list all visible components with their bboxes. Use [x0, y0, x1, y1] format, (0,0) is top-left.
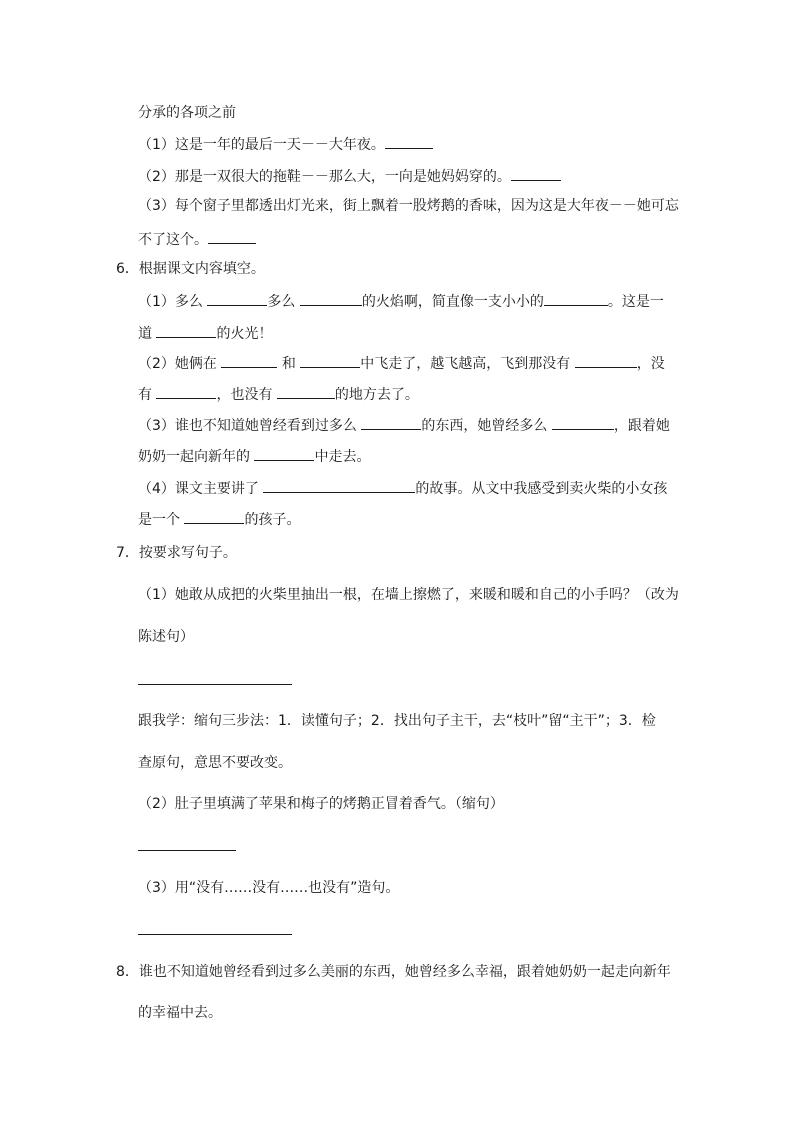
answer-blank[interactable]: [207, 290, 267, 306]
q5-item-3-cont: 不了这个。: [138, 228, 256, 250]
answer-blank[interactable]: [300, 290, 362, 306]
answer-blank[interactable]: [184, 508, 244, 524]
answer-blank[interactable]: [300, 352, 360, 368]
answer-blank[interactable]: [544, 290, 608, 306]
q5-item-2: （2）那是一双很大的拖鞋－－那么大，一向是她妈妈穿的。: [138, 165, 561, 187]
q7-s1-line2: 陈述句）: [138, 629, 194, 645]
q6-s3-line2: 奶奶一起向新年的 中走去。: [138, 445, 370, 467]
q7-tip-line1: 跟我学：缩句三步法：1．读懂句子；2．找出句子主干，去“枝叶”留“主干”；3．检: [138, 713, 656, 729]
q6-title: 6．根据课文内容填空。: [116, 261, 265, 277]
answer-blank[interactable]: [221, 352, 277, 368]
q7-s3: （3）用“没有……没有……也没有”造句。: [138, 880, 400, 896]
q5-item-3: （3）每个窗子里都透出灯光来，街上飘着一股烤鹅的香味，因为这是大年夜－－她可忘: [138, 198, 679, 214]
q7-title: 7．按要求写句子。: [116, 545, 237, 561]
q8-line2: 的幸福中去。: [138, 1005, 222, 1021]
answer-line[interactable]: [138, 684, 292, 685]
q6-s4-line2: 是一个 的孩子。: [138, 508, 300, 530]
answer-blank[interactable]: [552, 414, 614, 430]
answer-blank[interactable]: [361, 414, 421, 430]
answer-blank[interactable]: [385, 133, 433, 149]
q7-tip-line2: 查原句，意思不要改变。: [138, 755, 292, 771]
answer-line[interactable]: [138, 850, 236, 851]
answer-blank[interactable]: [277, 383, 335, 399]
answer-blank[interactable]: [156, 322, 216, 338]
q8-line1: 8．谁也不知道她曾经看到过多么美丽的东西，她曾经多么幸福，跟着她奶奶一起走向新年: [116, 964, 671, 980]
q6-s2-line2: 有 ，也没有 的地方去了。: [138, 383, 419, 405]
answer-blank[interactable]: [254, 445, 314, 461]
q5-item-1: （1）这是一年的最后一天－－大年夜。: [138, 133, 433, 155]
q6-s1-line2: 道 的火光！: [138, 322, 272, 344]
q6-s1-line1: （1）多么 多么 的火焰啊，简直像一支小小的 。这是一: [138, 290, 664, 312]
answer-blank[interactable]: [208, 228, 256, 244]
q6-s3-line1: （3）谁也不知道她曾经看到过多么 的东西，她曾经多么 ，跟着她: [138, 414, 670, 436]
answer-blank[interactable]: [156, 383, 216, 399]
q7-s2: （2）肚子里填满了苹果和梅子的烤鹅正冒着香气。（缩句）: [138, 796, 504, 812]
q6-s4-line1: （4）课文主要讲了 的故事。从文中我感受到卖火柴的小女孩: [138, 477, 667, 499]
answer-blank[interactable]: [511, 165, 561, 181]
answer-blank[interactable]: [575, 352, 637, 368]
q5-header: 分承的各项之前: [138, 105, 236, 121]
q6-s2-line1: （2）她俩在 和 中飞走了，越飞越高，飞到那没有 ，没: [138, 352, 665, 374]
answer-line[interactable]: [138, 934, 292, 935]
q7-s1-line1: （1）她敢从成把的火柴里抽出一根，在墙上擦燃了，来暖和暖和自己的小手吗？（改为: [138, 587, 679, 603]
answer-blank[interactable]: [263, 477, 415, 493]
